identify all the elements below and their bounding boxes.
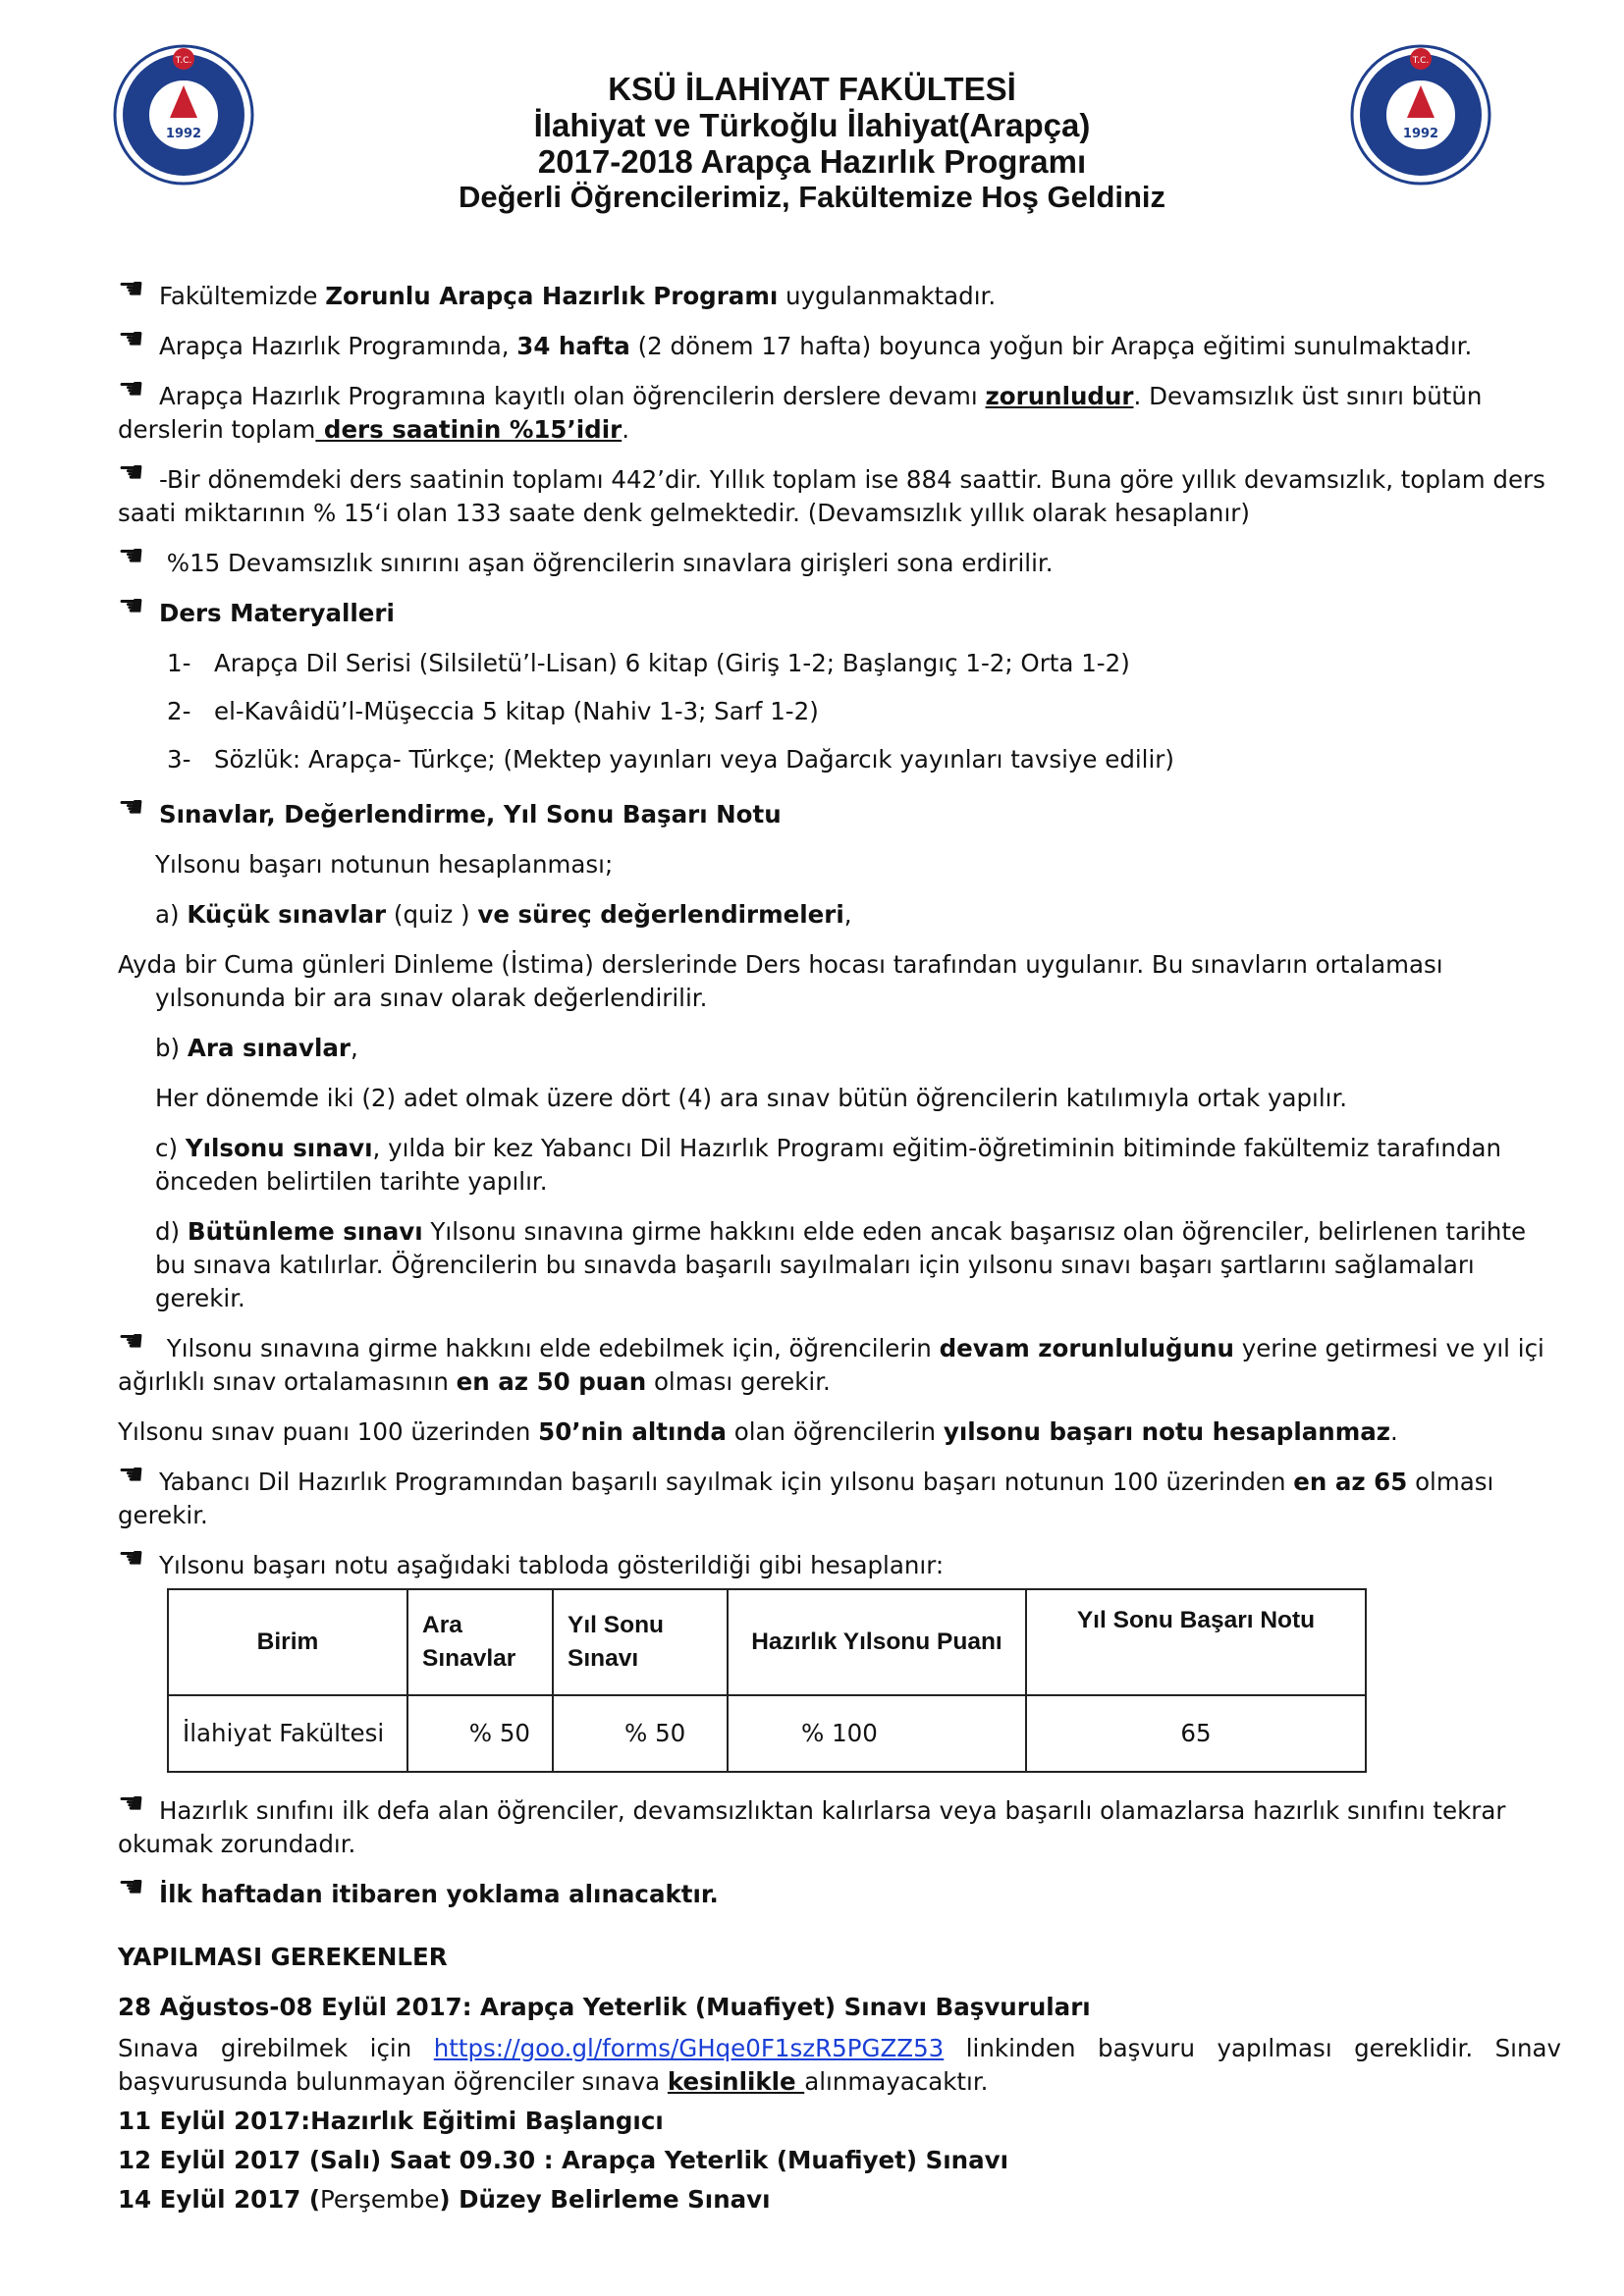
todo-date-1: 28 Ağustos-08 Eylül 2017: Arapça Yeterlik (Muafiyet) Sınavı Başvuruları [118,1993,1091,2021]
bullet-item: ☚ -Bir dönemdeki ders saatinin toplamı 442’dir. Yıllık toplam ise 884 saattir. Buna göre yıllık devamsızlık, toplam ders saati miktarının % 15‘i olan 133 saate denk gelmektedir. (Devamsızlık yıllık olarak hesaplanır) [118,455,1545,527]
pointing-hand-icon: ☚ [118,322,144,356]
bullet-item: ☚ Fakültemizde Zorunlu Arapça Hazırlık Programı uygulanmaktadır. [118,272,997,310]
table-cell: % 50 [407,1695,553,1772]
pointing-hand-icon: ☚ [118,272,144,306]
exam-intro: Yılsonu başarı notunun hesaplanması; [155,850,614,879]
table-row [168,1695,1366,1772]
pointing-hand-icon: ☚ [118,1324,144,1359]
pointing-hand-icon: ☚ [118,1870,144,1904]
bullet-item: ☚ Arapça Hazırlık Programında, 34 hafta (2 dönem 17 hafta) boyunca yoğun bir Arapça eğitimi sunulmaktadır. [118,322,1473,360]
list-item: 3- Sözlük: Arapça- Türkçe; (Mektep yayınları veya Dağarcık yayınları tavsiye edilir) [167,745,1174,774]
grade-table [167,1588,1367,1773]
todo-date-2: 11 Eylül 2017:Hazırlık Eğitimi Başlangıcı [118,2107,664,2135]
table-header: Ara Sınavlar [407,1589,553,1695]
university-logo-left [110,41,257,188]
rule-paragraph: Yılsonu sınav puanı 100 üzerinden 50’nin altında olan öğrencilerin yılsonu başarı notu hesaplanmaz. [118,1417,1398,1446]
table-header: Birim [168,1589,407,1695]
exam-c: c) Yılsonu sınavı, yılda bir kez Yabancı Dil Hazırlık Programı eğitim-öğretiminin bitiminde fakültemiz tarafından önceden belirtilen tarihte yapılır. [155,1134,1502,1196]
program-title: İlahiyat ve Türkoğlu İlahiyat(Arapça) [533,107,1091,143]
logo-year-text: 1992 [1402,127,1439,141]
logo-tc-text: T.C. [1412,56,1430,66]
logo-year-text: 1992 [165,127,202,141]
pointing-hand-icon: ☚ [118,790,144,825]
bullet-item: ☚ Yılsonu sınavına girme hakkını elde edebilmek için, öğrencilerin devam zorunluluğunu yerine getirmesi ve yıl içi ağırlıklı sınav ortalamasının en az 50 puan olması gerekir. [118,1324,1544,1396]
bullet-item: ☚ Sınavlar, Değerlendirme, Yıl Sonu Başarı Notu [118,790,782,828]
pointing-hand-icon: ☚ [118,372,144,406]
bullet-item: ☚ Yılsonu başarı notu aşağıdaki tabloda gösterildiği gibi hesaplanır: [118,1541,945,1579]
exam-b-text: Her dönemde iki (2) adet olmak üzere dört (4) ara sınav bütün öğrencilerin katılımıyla ortak yapılır. [155,1084,1348,1112]
table-header: Hazırlık Yılsonu Puanı [728,1589,1026,1695]
table-cell: İlahiyat Fakültesi [168,1695,407,1772]
todo-date-1-text: Sınava girebilmek için https://goo.gl/forms/GHqe0F1szR5PGZZ53 linkinden başvuru yapılması gereklidir. Sınav başvurusunda bulunmayan öğrenciler sınava kesinlikle alınmayacaktır. [118,2034,1561,2096]
welcome-title: Değerli Öğrencilerimiz, Fakültemize Hoş Geldiniz [458,180,1166,214]
exam-b: b) Ara sınavlar, [155,1034,358,1062]
bullet-item: ☚ İlk haftadan itibaren yoklama alınacaktır. [118,1870,719,1908]
logo-tc-text: T.C. [175,56,192,66]
table-cell: 65 [1026,1695,1366,1772]
todo-title: YAPILMASI GEREKENLER [118,1943,448,1971]
table-cell: % 50 [553,1695,728,1772]
list-item: 2- el-Kavâidü’l-Müşeccia 5 kitap (Nahiv 1-3; Sarf 1-2) [167,697,819,725]
faculty-title: KSÜ İLAHİYAT FAKÜLTESİ [608,71,1016,107]
exam-d: d) Bütünleme sınavı Yılsonu sınavına girme hakkını elde eden ancak başarısız olan öğrenciler, belirlenen tarihte bu sınava katılırlar. Öğrencilerin bu sınavda başarılı sayılmaları için yılsonu sınavı başarı şartlarını sağlamaları gerekir. [155,1217,1527,1312]
list-item: 1- Arapça Dil Serisi (Silsiletü’l-Lisan) 6 kitap (Giriş 1-2; Başlangıç 1-2; Orta 1-2) [167,649,1130,677]
bullet-item: ☚ Arapça Hazırlık Programına kayıtlı olan öğrencilerin derslere devamı zorunludur. Devamsızlık üst sınırı bütün derslerin toplam ders saatinin %15’idir. [118,372,1483,444]
bullet-item: ☚ Hazırlık sınıfını ilk defa alan öğrenciler, devamsızlıktan kalırlarsa veya başarılı olamazlarsa hazırlık sınıfını tekrar okumak zorundadır. [118,1787,1506,1858]
pointing-hand-icon: ☚ [118,1787,144,1821]
table-header-row [168,1589,1366,1695]
materials-list [118,647,1561,776]
pointing-hand-icon: ☚ [118,589,144,623]
document-body [118,272,1561,2233]
table-header: Yıl Sonu Sınavı [553,1589,728,1695]
table-header: Yıl Sonu Başarı Notu [1026,1589,1366,1695]
bullet-item: ☚ Yabancı Dil Hazırlık Programından başarılı sayılmak için yılsonu başarı notunun 100 üzerinden en az 65 olması gerekir. [118,1458,1494,1529]
todo-date-4: 14 Eylül 2017 (Perşembe) Düzey Belirleme Sınavı [118,2185,771,2214]
application-form-link[interactable]: https://goo.gl/forms/GHqe0F1szR5PGZZ53 [433,2034,945,2062]
pointing-hand-icon: ☚ [118,539,144,573]
exam-a-text: Ayda bir Cuma günleri Dinleme (İstima) derslerinde Ders hocası tarafından uygulanır. Bu sınavların ortalaması yılsonunda bir ara sınav olarak değerlendirilir. [118,950,1443,1012]
todo-date-3: 12 Eylül 2017 (Salı) Saat 09.30 : Arapça Yeterlik (Muafiyet) Sınavı [118,2146,1008,2174]
year-title: 2017-2018 Arapça Hazırlık Programı [537,143,1087,180]
exam-a: a) Küçük sınavlar (quiz ) ve süreç değerlendirmeleri, [155,900,852,929]
university-logo-right [1347,41,1494,188]
pointing-hand-icon: ☚ [118,455,144,490]
pointing-hand-icon: ☚ [118,1458,144,1492]
bullet-item: ☚ %15 Devamsızlık sınırını aşan öğrencilerin sınavlara girişleri sona erdirilir. [118,539,1054,577]
table-cell: % 100 [728,1695,1026,1772]
bullet-item: ☚ Ders Materyalleri [118,589,395,627]
pointing-hand-icon: ☚ [118,1541,144,1575]
document-header [324,71,1300,215]
